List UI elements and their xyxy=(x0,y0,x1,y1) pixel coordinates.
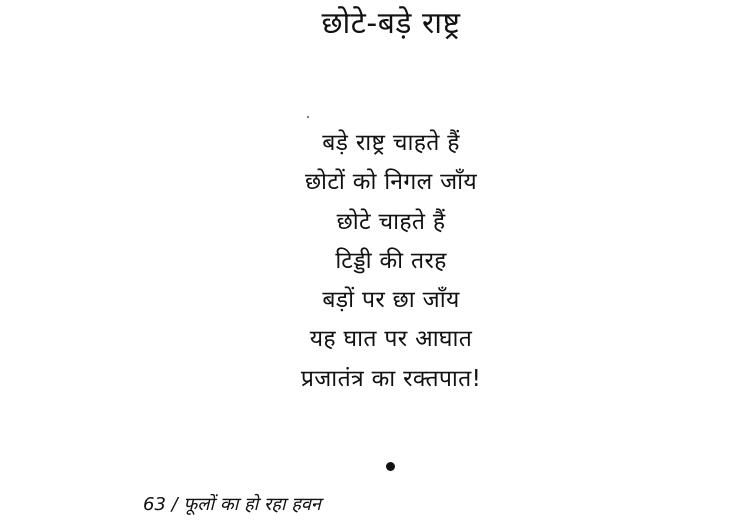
print-speck xyxy=(307,116,309,118)
end-bullet xyxy=(386,462,395,471)
poem-body xyxy=(26,124,730,399)
poem-line: टिड्डी की तरह xyxy=(335,247,447,274)
page-footer: 63 / फूलों का हो रहा हवन xyxy=(143,494,321,515)
poem-line: छोटे चाहते हैं xyxy=(336,208,446,235)
poem-line: प्रजातंत्र का रक्तपात! xyxy=(300,365,482,392)
poem-line: यह घात पर आघात xyxy=(309,326,473,353)
poem-line: बड़े राष्ट्र चाहते हैं xyxy=(322,130,460,156)
poem-line: बड़ों पर छा जाँय xyxy=(322,287,460,314)
poem-line: छोटों को निगल जाँय xyxy=(304,169,478,196)
poem-title: छोटे-बड़े राष्ट्र xyxy=(321,6,461,41)
